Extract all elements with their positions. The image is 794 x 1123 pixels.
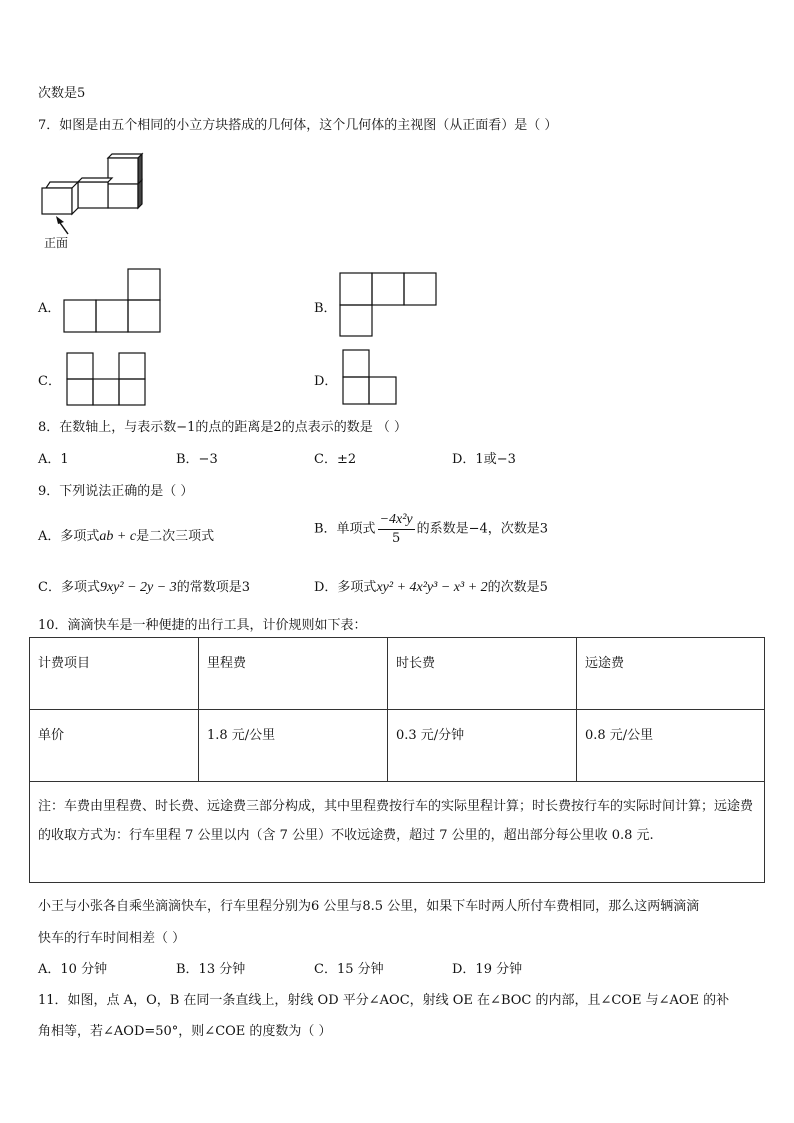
q8-stem: 8．在数轴上，与表示数−1的点的距离是2的点表示的数是 （ ） [38,420,407,435]
fare-table-price-row [30,710,765,782]
q7-option-b[interactable]: B． [314,301,337,316]
q8-option-b[interactable]: B．−3 [176,452,218,467]
header-cell-item: 计费项目 [30,638,199,710]
q9-d-suffix: 的次数是5 [487,580,548,595]
q7-option-b-figure [339,272,439,338]
header-cell-long-distance: 远途费 [577,638,765,710]
q7-option-c-figure [66,352,148,406]
q10-text-line1: 小王与小张各自乘坐滴滴快车，行车里程分别为6 公里与8.5 公里，如果下车时两人所付车费相同，那么这两辆滴滴 [38,899,700,914]
price-cell-duration: 0.3 元/分钟 [388,710,577,782]
q9-option-a[interactable] [38,525,214,545]
q9-d-expression: xy² + 4x²y³ − x³ + 2 [376,580,488,595]
q9-option-c[interactable] [38,576,250,596]
q10-option-c[interactable]: C．15 分钟 [314,962,384,977]
q9-a-suffix: 是二次三项式 [136,529,215,544]
q10-option-d[interactable]: D．19 分钟 [452,962,523,977]
price-cell-mileage: 1.8 元/公里 [199,710,388,782]
header-cell-duration: 时长费 [388,638,577,710]
q9-c-prefix: C．多项式 [38,580,100,595]
q9-b-suffix: 的系数是−4，次数是3 [416,521,549,537]
front-view-label: 正面 [44,236,69,250]
q9-b-prefix: B．单项式 [314,521,376,537]
fare-table-note: 注：车费由里程费、时长费、远途费三部分构成，其中里程费按行车的实际里程计算；时长费按行车的实际时间计算；远途费的收取方式为：行车里程 7 公里以内（含 7 公里）不收远途费，超过 7 公里的，超出部分每公里收 0.8 元. [30,782,765,883]
q11-stem-line2: 角相等，若∠AOD=50°，则∠COE 的度数为（ ） [38,1024,332,1039]
q11-stem-line1: 11．如图，点 A，O，B 在同一条直线上，射线 OD 平分∠AOC，射线 OE 在∠BOC 的内部，且∠COE 与∠AOE 的补 [38,993,730,1008]
q8-option-d[interactable]: D．1或−3 [452,452,516,467]
q8-option-a[interactable]: A．1 [38,452,69,467]
previous-answer-tail: 次数是5 [38,86,86,101]
q10-option-a[interactable]: A．10 分钟 [38,962,108,977]
q8-option-c[interactable]: C．±2 [314,452,357,467]
price-cell-long-distance: 0.8 元/公里 [577,710,765,782]
q7-stem: 7．如图是由五个相同的小立方块搭成的几何体，这个几何体的主视图（从正面看）是（ ） [38,118,558,133]
fare-table-header-row [30,638,765,710]
q7-option-d[interactable]: D． [314,374,338,389]
q7-option-d-figure [342,349,400,405]
q10-stem: 10．滴滴快车是一种便捷的出行工具，计价规则如下表： [38,618,367,633]
fare-table [29,637,765,883]
q9-c-suffix: 的常数项是3 [176,580,250,595]
q10-text-line2: 快车的行车时间相差（ ） [38,931,186,946]
q10-option-b[interactable]: B．13 分钟 [176,962,246,977]
q7-option-c[interactable]: C． [38,374,61,389]
q7-option-a[interactable]: A． [38,301,61,316]
q9-a-expression: ab + c [99,529,137,544]
q9-b-numerator: −4x²y [378,512,415,530]
header-cell-mileage: 里程费 [199,638,388,710]
price-cell-label: 单价 [30,710,199,782]
q9-d-prefix: D．多项式 [314,580,377,595]
q9-b-fraction [378,512,415,546]
q9-a-prefix: A．多项式 [38,529,100,544]
q9-option-d[interactable] [314,576,548,596]
q9-c-expression: 9xy² − 2y − 3 [99,580,177,595]
fare-table-note-row [30,782,765,883]
q9-stem: 9．下列说法正确的是（ ） [38,484,194,499]
q7-option-a-figure [63,268,163,334]
q9-b-denominator: 5 [391,531,401,546]
q9-option-b[interactable] [314,512,548,546]
